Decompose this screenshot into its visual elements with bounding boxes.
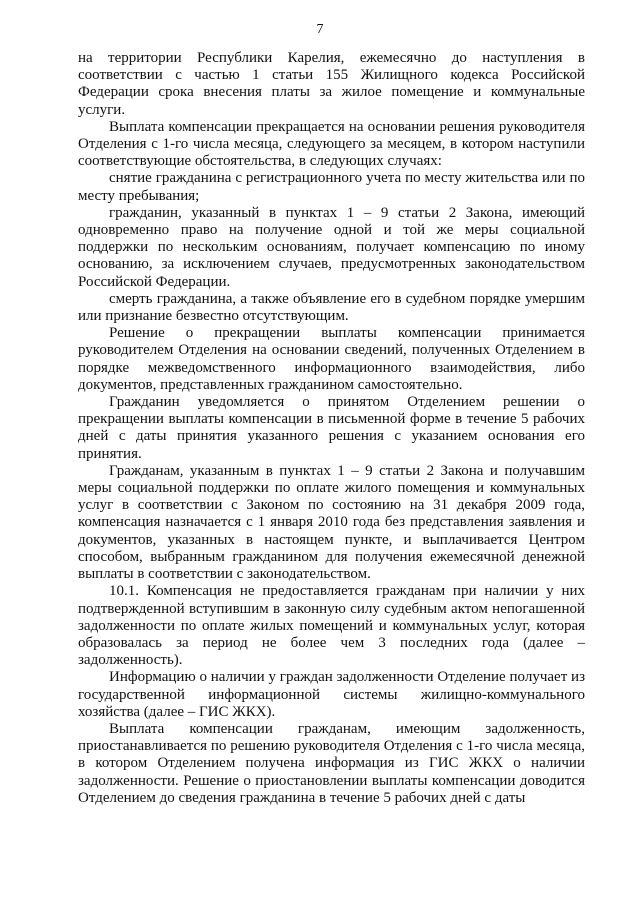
paragraph: 10.1. Компенсация не предоставляется гражданам при наличии у них подтвержденной вступившим в законную силу судебным актом непогашенной задолженности по оплате жилых помещений и коммунальных услуг, которая образовалась за период не более чем 3 последних года (далее – задолженность). [78, 583, 585, 669]
paragraph: на территории Республики Карелия, ежемесячно до наступления в соответствии с частью 1 статьи 155 Жилищного кодекса Российской Федерации срока внесения платы за жилое помещение и коммунальные услуги. [78, 50, 585, 118]
paragraph: Решение о прекращении выплаты компенсации принимается руководителем Отделения на основании сведений, полученных Отделением в порядке межведомственного информационного взаимодействия, либо документов, представленных гражданином самостоятельно. [78, 325, 585, 393]
paragraph: Выплата компенсации гражданам, имеющим задолженность, приостанавливается по решению руководителя Отделения с 1-го числа месяца, в котором Отделением получена информация из ГИС ЖКХ о наличии задолженности. Решение о приостановлении выплаты компенсации доводится Отделением до сведения гражданина в течение 5 рабочих дней с даты [78, 720, 585, 806]
paragraph: гражданин, указанный в пунктах 1 – 9 статьи 2 Закона, имеющий одновременно право на получение одной и той же меры социальной поддержки по нескольким основаниям, получает компенсацию по иному основанию, за исключением случаев, предусмотренных законодательством Российской Федерации. [78, 204, 585, 290]
paragraph: смерть гражданина, а также объявление его в судебном порядке умершим или признание безвестно отсутствующим. [78, 290, 585, 325]
paragraph: Гражданин уведомляется о принятом Отделением решении о прекращении выплаты компенсации в письменной форме в течение 5 рабочих дней с даты принятия указанного решения с указанием основания его принятия. [78, 394, 585, 462]
paragraph: снятие гражданина с регистрационного учета по месту жительства или по месту пребывания; [78, 170, 585, 204]
paragraph: Информацию о наличии у граждан задолженности Отделение получает из государственной информационной системы жилищно-коммунального хозяйства (далее – ГИС ЖКХ). [78, 669, 585, 720]
paragraph: Выплата компенсации прекращается на основании решения руководителя Отделения с 1-го числа месяца, следующего за месяцем, в котором наступили соответствующие обстоятельства, в следующих случаях: [78, 118, 585, 170]
paragraph: Гражданам, указанным в пунктах 1 – 9 статьи 2 Закона и получавшим меры социальной поддержки по оплате жилого помещения и коммунальных услуг в соответствии с Законом по состоянию на 31 декабря 2009 года, компенсация назначается с 1 января 2010 года без представления заявления и документов, указанных в настоящем пункте, и выплачивается Центром способом, выбранным гражданином для получения ежемесячной денежной выплаты в соответствии с законодательством. [78, 462, 585, 583]
page-number: 7 [316, 22, 324, 37]
document-body [78, 50, 585, 807]
